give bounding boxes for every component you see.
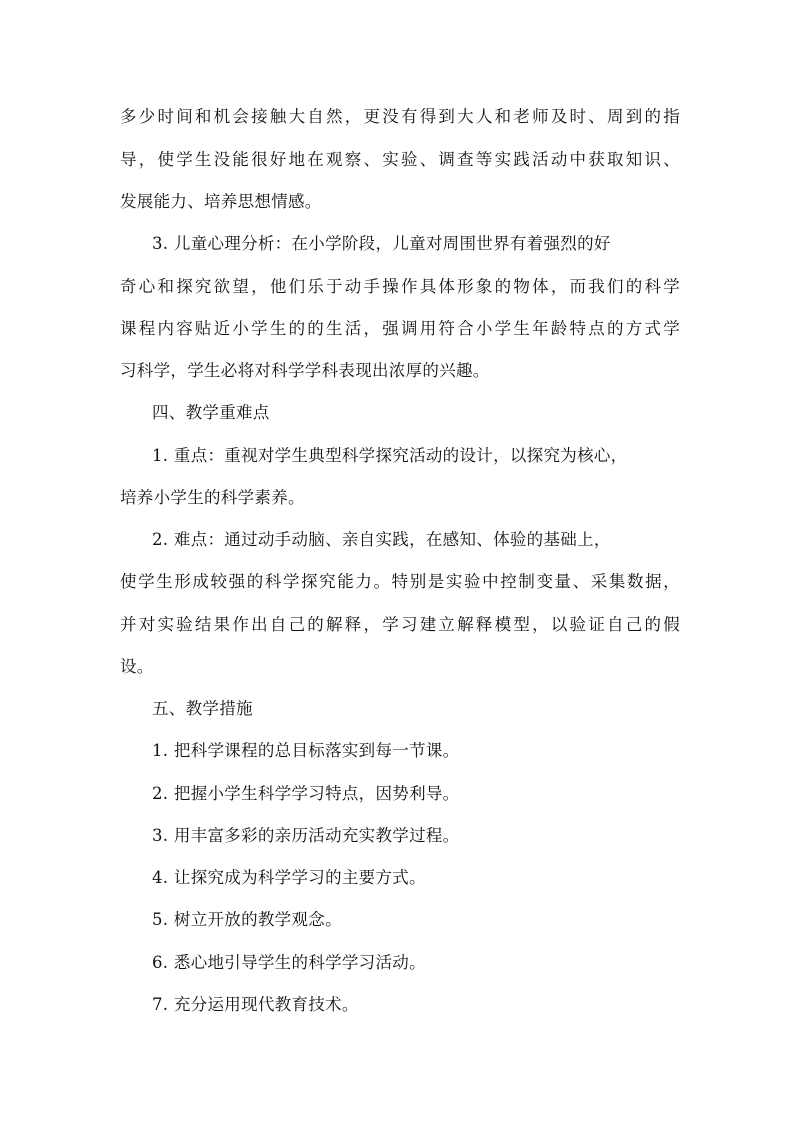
paragraph-line: 习科学，学生必将对科学学科表现出浓厚的兴趣。 [120, 361, 490, 380]
paragraph-line: 发展能力、培养思想情感。 [120, 192, 322, 211]
section-heading: 五、教学措施 [152, 699, 253, 718]
list-item: 5. 树立开放的教学观念。 [152, 910, 342, 929]
list-item: 4. 让探究成为科学学习的主要方式。 [152, 868, 426, 887]
paragraph-line: 课程内容贴近小学生的的生活，强调用符合小学生年龄特点的方式学 [120, 319, 680, 338]
paragraph-line: 导，使学生没能很好地在观察、实验、调查等实践活动中获取知识、 [120, 150, 680, 169]
list-item: 3. 用丰富多彩的亲历活动充实教学过程。 [152, 826, 460, 845]
paragraph-line: 使学生形成较强的科学探究能力。特别是实验中控制变量、采集数据， [120, 572, 680, 591]
paragraph-line: 奇心和探究欲望，他们乐于动手操作具体形象的物体，而我们的科学 [120, 277, 680, 296]
list-item: 6. 悉心地引导学生的科学学习活动。 [152, 953, 426, 972]
paragraph-line: 多少时间和机会接触大自然，更没有得到大人和老师及时、周到的指 [120, 107, 680, 126]
section-heading: 四、教学重难点 [152, 403, 270, 422]
list-item: 7. 充分运用现代教育技术。 [152, 995, 359, 1014]
paragraph-line: 并对实验结果作出自己的解释，学习建立解释模型，以验证自己的假 [120, 615, 680, 634]
list-item: 1. 把科学课程的总目标落实到每一节课。 [152, 741, 460, 760]
list-item-heading: 3. 儿童心理分析：在小学阶段，儿童对周围世界有着强烈的好 [152, 234, 611, 253]
list-item-heading: 2. 难点：通过动手动脑、亲自实践，在感知、体验的基础上， [152, 530, 611, 549]
list-item-heading: 1. 重点：重视对学生典型科学探究活动的设计，以探究为核心， [152, 446, 628, 465]
paragraph-line: 设。 [120, 657, 154, 676]
list-item: 2. 把握小学生科学学习特点，因势利导。 [152, 784, 460, 803]
paragraph-line: 培养小学生的科学素养。 [120, 488, 305, 507]
